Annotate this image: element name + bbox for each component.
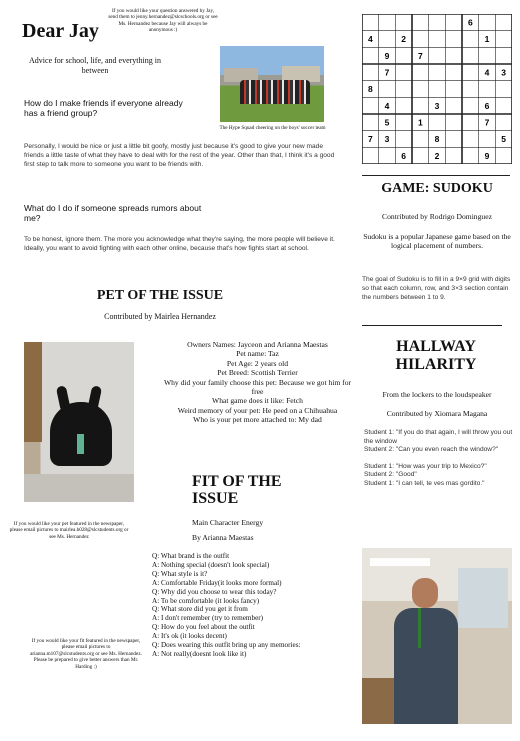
sudoku-cell-value: 4 — [384, 100, 390, 111]
sudoku-cell-value: 1 — [484, 34, 490, 45]
pet-photo — [24, 342, 134, 502]
fit-qa-line: Q: What brand is the outfit — [152, 552, 230, 560]
fit-qa-line: Q: What style is it? — [152, 569, 208, 578]
sudoku-cell-value: 3 — [384, 134, 390, 145]
sudoku-cell-value: 6 — [467, 17, 473, 28]
pet-info — [160, 340, 355, 425]
pet-contributor: Contributed by Mairlea Hernandez — [104, 312, 216, 321]
sudoku-cell-value: 4 — [484, 67, 490, 78]
sudoku-cell-value: 6 — [484, 100, 490, 111]
pet-info-line: What game does it like: Fetch — [212, 396, 303, 406]
pet-info-line: Pet name: Taz — [236, 349, 279, 359]
pet-info-line: Pet Age: 2 years old — [226, 358, 289, 368]
pet-info-line: Why did your family choose this pet: Because we got him for free — [163, 377, 352, 397]
hallway-subtitle: From the lockers to the loudspeaker — [382, 390, 492, 399]
sudoku-cell-value: 7 — [384, 67, 390, 78]
hallway-contributor: Contributed by Xiomara Magana — [386, 409, 488, 418]
dear-jay-subtitle: Advice for school, life, and everything in between — [29, 56, 161, 75]
fit-submission-note: If you would like your fit featured in the newspaper, please email pictures to arianna.m107@slcstudents.org or see Ms. Hernandez. Please be prepared to give better answers than Mr. Harding :) — [30, 638, 142, 670]
pet-section-title: PET OF THE ISSUE — [96, 288, 224, 303]
fit-qa-line: Q: How do you feel about the outfit — [152, 623, 255, 632]
sudoku-cell-value: 5 — [384, 117, 390, 128]
sudoku-cell-value: 8 — [434, 134, 440, 145]
question-2: What do I do if someone spreads rumors about me? — [24, 203, 202, 223]
fit-subtitle: Main Character Energy — [192, 518, 264, 527]
game-section-title: GAME: SUDOKU — [381, 181, 493, 196]
game-description: Sudoku is a popular Japanese game based on the logical placement of numbers. — [363, 232, 511, 250]
sudoku-cell-value: 9 — [384, 50, 390, 61]
sudoku-grid — [362, 14, 512, 164]
pet-info-line: Pet Breed: Scottish Terrier — [217, 368, 298, 378]
fit-qa-line: A: Not really(doesnt look like it) — [152, 649, 247, 658]
fit-qa-line: A: Comfortable Friday(it looks more formal) — [152, 578, 282, 587]
answer-2: To be honest, ignore them. The more you acknowledge what they're saying, the more people will believe it. Ideally, you want to avoid fighting with each other online, because that's how fights start at school. — [24, 236, 335, 252]
fit-qa-line: A: It's ok (it looks decent) — [152, 632, 227, 641]
sudoku-cell-value: 2 — [401, 34, 407, 45]
fit-qa-line: Q: Does wearing this outfit bring up any memories: — [152, 641, 301, 650]
pet-info-line: Weird memory of your pet: He peed on a Chihuahua — [177, 405, 338, 415]
sudoku-cell-value: 7 — [484, 117, 490, 128]
fit-section-title: FIT OF THE ISSUE — [192, 473, 282, 507]
teacher-photo — [362, 548, 512, 724]
dialog-line: Student 1: "I can tell, te ves mas gordito." — [364, 479, 485, 487]
fit-qa — [152, 552, 362, 659]
fit-author: By Arianna Maestas — [192, 533, 254, 542]
sudoku-cell-value: 3 — [501, 67, 507, 78]
sudoku-cell-value: 4 — [367, 34, 373, 45]
dialog-line: Student 2: "Can you even reach the window?" — [364, 446, 499, 454]
fit-qa-line: Q: Why did you choose to wear this today? — [152, 587, 277, 596]
sudoku-cell-value: 7 — [367, 134, 373, 145]
fit-qa-line: A: I don't remember (try to remember) — [152, 614, 264, 623]
sudoku-cell-value: 9 — [484, 150, 490, 161]
pet-info-line: Owners Names: Jayceon and Arianna Maestas — [187, 340, 328, 349]
question-1: How do I make friends if everyone already has a friend group? — [24, 98, 183, 118]
hype-squad-caption: The Hype Squad cheering on the boys' soccer team — [219, 125, 326, 131]
divider — [362, 325, 502, 326]
pet-submission-note: If you would like your pet featured in the newspaper, please email pictures to mairlea.h028@slcstudents.org or see Ms. Hernandez — [9, 521, 129, 540]
game-goal: The goal of Sudoku is to fill in a 9×9 grid with digits so that each column, row, and 3×3 section contain the numbers between 1 to 9. — [362, 276, 511, 301]
hallway-dialog — [364, 429, 514, 489]
dear-jay-title: Dear Jay — [22, 20, 99, 42]
hallway-section-title: HALLWAY HILARITY — [395, 338, 477, 373]
dialog-line: Student 2: "Good" — [364, 471, 417, 479]
sudoku-cell-value: 1 — [417, 117, 423, 128]
answer-1: Personally, I would be nice or just a little bit goofy, mostly just because it's good to give your new made friends a little taste of what they have to deal with for the rest of the year. Other than that, I think it's a good first step to talk more to someone you want to be friends with. — [24, 143, 335, 168]
pet-info-line: Who is your pet more attached to: My dad — [193, 415, 322, 425]
fit-qa-line: A: To be comfortable (it looks fancy) — [152, 596, 260, 605]
sudoku-cell-value: 3 — [434, 100, 440, 111]
dialog-line: Student 1: "How was your trip to Mexico?" — [364, 462, 487, 470]
fit-qa-line: A: Nothing special (doesn't look special) — [152, 560, 270, 569]
sudoku-cell-value: 8 — [367, 84, 373, 95]
dear-jay-submission-note: If you would like your question answered by Jay, send them to jenny.hernandez@slcschools.org or see Ms. Hernandez because Jay will always be anonymous :) — [108, 8, 218, 34]
game-contributor: Contributed by Rodrigo Dominguez — [382, 212, 492, 221]
divider — [362, 175, 510, 176]
sudoku-cell-value: 5 — [501, 134, 507, 145]
dialog-line: Student 1: "If you do that again, I will throw you out the window — [364, 429, 513, 445]
sudoku-cell-value: 2 — [434, 150, 440, 161]
sudoku-cell-value: 6 — [401, 150, 407, 161]
fit-qa-line: Q: What store did you get it from — [152, 605, 248, 614]
hype-squad-photo — [220, 46, 324, 122]
sudoku-cell-value: 7 — [417, 50, 423, 61]
